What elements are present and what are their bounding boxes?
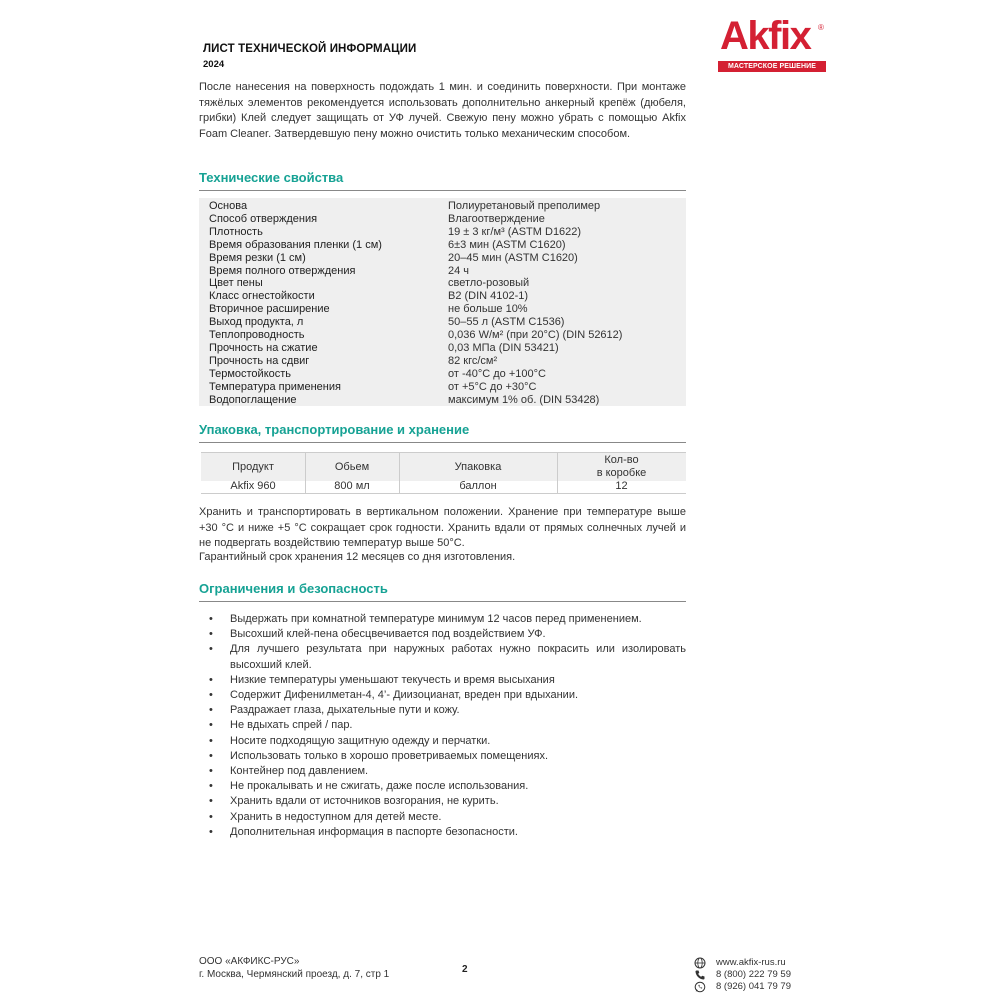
column-divider (557, 480, 558, 493)
header-quantity-line2: в коробке (596, 467, 647, 479)
whatsapp-icon (694, 981, 706, 993)
tech-section-divider (199, 190, 686, 191)
table-row (199, 226, 686, 239)
property-value: B2 (DIN 4102-1) (448, 290, 529, 303)
list-item (199, 749, 686, 764)
property-label: Прочность на сжатие (209, 341, 318, 354)
table-row (201, 480, 686, 494)
list-item (199, 627, 686, 642)
property-label: Выход продукта, л (209, 316, 304, 329)
property-value: от -40°C до +100°C (448, 367, 546, 380)
property-label: Теплопроводность (209, 329, 305, 341)
company-name: ООО «АКФИКС-РУС» (199, 956, 300, 967)
phone-icon (694, 969, 706, 981)
property-value: 24 ч (448, 264, 470, 277)
property-label: Прочность на сдвиг (209, 354, 310, 367)
table-row (199, 290, 686, 303)
bullet-icon: • (209, 613, 213, 625)
header-volume: Обьем (334, 461, 370, 473)
bullet-icon: • (209, 689, 213, 702)
table-row (199, 303, 686, 316)
packaging-section-title: Упаковка, транспортирование и хранение (199, 422, 470, 437)
list-item (199, 810, 686, 825)
table-row (199, 239, 686, 252)
bullet-icon: • (209, 780, 213, 793)
property-value: 0,036 W/м² (при 20°C) (DIN 52612) (448, 329, 623, 341)
property-label: Время образования пленки (1 см) (209, 238, 382, 251)
logo-wordmark: Akfix (720, 14, 811, 58)
list-item-text: Раздражает глаза, дыхательные пути и кожу. (230, 704, 460, 717)
bullet-icon: • (209, 734, 213, 747)
list-item-text: Содержит Дифенилметан-4, 4’- Диизоцианат, вреден при вдыхании. (230, 689, 579, 702)
list-item-text: Хранить вдали от источников возгорания, не курить. (230, 795, 499, 808)
property-value: Полиуретановый преполимер (448, 200, 601, 212)
property-value: Влагоотверждение (448, 212, 545, 225)
list-item-text: Контейнер под давлением. (230, 765, 369, 778)
intro-paragraph: После нанесения на поверхность подождать 1 мин. и соединить поверхности. При монтаже тяжёлых элементов рекомендуется использовать дополнительно анкерный крепёж (дюбеля, грибки) Клей следует защищать от УФ лучей. Свежую пену можно убрать с помощью Akfix Foam Cleaner. Затвердевшую пену можно очистить только механическим способом. (199, 81, 686, 140)
list-item-text: Дополнительная информация в паспорте безопасности. (230, 825, 518, 838)
storage-paragraph: Хранить и транспортировать в вертикальном положении. Хранение при температуре выше +30 °С и ниже +5 °С сокращает срок годности. Хранить вдали от прямых солнечных лучей и не подвергать воздействию температур выше 50°С. (199, 506, 686, 550)
header-quantity (557, 454, 686, 482)
bullet-icon: • (209, 643, 213, 656)
cell-packaging: баллон (459, 480, 497, 492)
column-divider (305, 480, 306, 493)
packaging-table (201, 452, 686, 493)
property-label: Время полного отверждения (209, 264, 356, 277)
property-value: 0,03 МПа (DIN 53421) (448, 341, 559, 354)
safety-list (199, 612, 686, 840)
website-link[interactable]: www.akfix-rus.ru (716, 957, 786, 968)
bullet-icon: • (209, 749, 213, 762)
document-title: ЛИСТ ТЕХНИЧЕСКОЙ ИНФОРМАЦИИ (203, 43, 417, 55)
logo-registered-mark: ® (818, 23, 824, 32)
list-item (199, 718, 686, 733)
list-item-text: Носите подходящую защитную одежду и перчатки. (230, 734, 491, 747)
table-row (199, 252, 686, 265)
phone-number-2[interactable]: 8 (926) 041 79 79 (716, 981, 792, 992)
list-item-text: Высохший клей-пена обесцвечивается под воздействием УФ. (230, 628, 546, 641)
table-row (199, 368, 686, 381)
cell-product: Akfix 960 (230, 480, 276, 492)
column-divider (557, 453, 558, 481)
bullet-icon: • (209, 719, 213, 732)
packaging-section-divider (199, 442, 686, 443)
document-year: 2024 (203, 59, 225, 70)
property-label: Водопоглащение (209, 393, 297, 406)
tech-section-title: Технические свойства (199, 170, 344, 185)
property-label: Способ отверждения (209, 212, 318, 225)
header-product: Продукт (232, 461, 274, 473)
phone-number-1[interactable]: 8 (800) 222 79 59 (716, 969, 792, 980)
list-item (199, 703, 686, 718)
list-item (199, 642, 686, 672)
property-value: от +5°C до +30°C (448, 380, 537, 393)
packaging-table-header (201, 452, 686, 481)
property-value: 6±3 мин (ASTM C1620) (448, 238, 566, 251)
property-value: не больше 10% (448, 303, 528, 316)
logo-subtitle: МАСТЕРСКОЕ РЕШЕНИЕ (718, 61, 826, 72)
list-item-text: Хранить в недоступном для детей месте. (230, 810, 442, 823)
list-item (199, 688, 686, 703)
property-label: Плотность (209, 225, 263, 238)
bullet-icon: • (209, 765, 213, 778)
table-row (199, 200, 686, 213)
list-item (199, 825, 686, 840)
property-label: Класс огнестойкости (209, 290, 315, 303)
table-row (199, 213, 686, 226)
bullet-icon: • (209, 825, 213, 838)
property-label: Время резки (1 см) (209, 251, 306, 264)
list-item-text: Для лучшего результата при наружных работах нужно покрасить или изолировать высохший клей. (230, 643, 686, 671)
shelf-life-paragraph: Гарантийный срок хранения 12 месяцев со дня изготовления. (199, 551, 516, 563)
cell-volume: 800 мл (334, 480, 370, 492)
bullet-icon: • (209, 704, 213, 717)
column-divider (305, 453, 306, 481)
header-quantity-line1: Кол-во (604, 454, 639, 466)
property-value: 82 кгс/см² (448, 354, 498, 367)
list-item-text: Не вдыхать спрей / пар. (230, 719, 353, 732)
property-label: Цвет пены (209, 277, 263, 290)
list-item (199, 612, 686, 627)
property-label: Термостойкость (209, 367, 292, 380)
bullet-icon: • (209, 628, 213, 641)
list-item (199, 734, 686, 749)
property-value: 20–45 мин (ASTM C1620) (448, 251, 578, 264)
property-value: светло-розовый (448, 277, 530, 290)
property-value: максимум 1% об. (DIN 53428) (448, 393, 600, 406)
table-row (199, 329, 686, 342)
table-row (199, 265, 686, 278)
property-label: Температура применения (209, 380, 341, 393)
list-item (199, 794, 686, 809)
table-row (199, 394, 686, 407)
list-item-text: Использовать только в хорошо проветриваемых помещениях. (230, 749, 549, 762)
list-item (199, 764, 686, 779)
footer-company (199, 955, 389, 981)
safety-section-divider (199, 601, 686, 602)
column-divider (399, 480, 400, 493)
list-item-text: Не прокалывать и не сжигать, даже после использования. (230, 780, 529, 793)
property-label: Основа (209, 200, 248, 212)
list-item (199, 779, 686, 794)
bullet-icon: • (209, 795, 213, 808)
safety-section-title: Ограничения и безопасность (199, 581, 388, 596)
header-packaging: Упаковка (454, 461, 502, 473)
page-number: 2 (462, 964, 468, 975)
bullet-icon: • (209, 810, 213, 823)
table-row (199, 355, 686, 368)
tech-properties-table (199, 198, 686, 406)
list-item-text: Низкие температуры уменьшают текучесть и время высыхания (230, 673, 555, 686)
table-row (199, 277, 686, 290)
property-value: 50–55 л (ASTM C1536) (448, 316, 565, 329)
column-divider (399, 453, 400, 481)
table-row (199, 316, 686, 329)
table-row (199, 381, 686, 394)
list-item (199, 673, 686, 688)
list-item-text: Выдержать при комнатной температуре минимум 12 часов перед применением. (230, 613, 642, 625)
property-label: Вторичное расширение (209, 303, 330, 316)
property-value: 19 ± 3 кг/м³ (ASTM D1622) (448, 225, 582, 238)
akfix-logo (718, 14, 828, 73)
company-address: г. Москва, Чермянский проезд, д. 7, стр 1 (199, 969, 390, 980)
bullet-icon: • (209, 673, 213, 686)
cell-quantity: 12 (615, 480, 628, 492)
globe-icon (694, 957, 706, 969)
table-row (199, 342, 686, 355)
